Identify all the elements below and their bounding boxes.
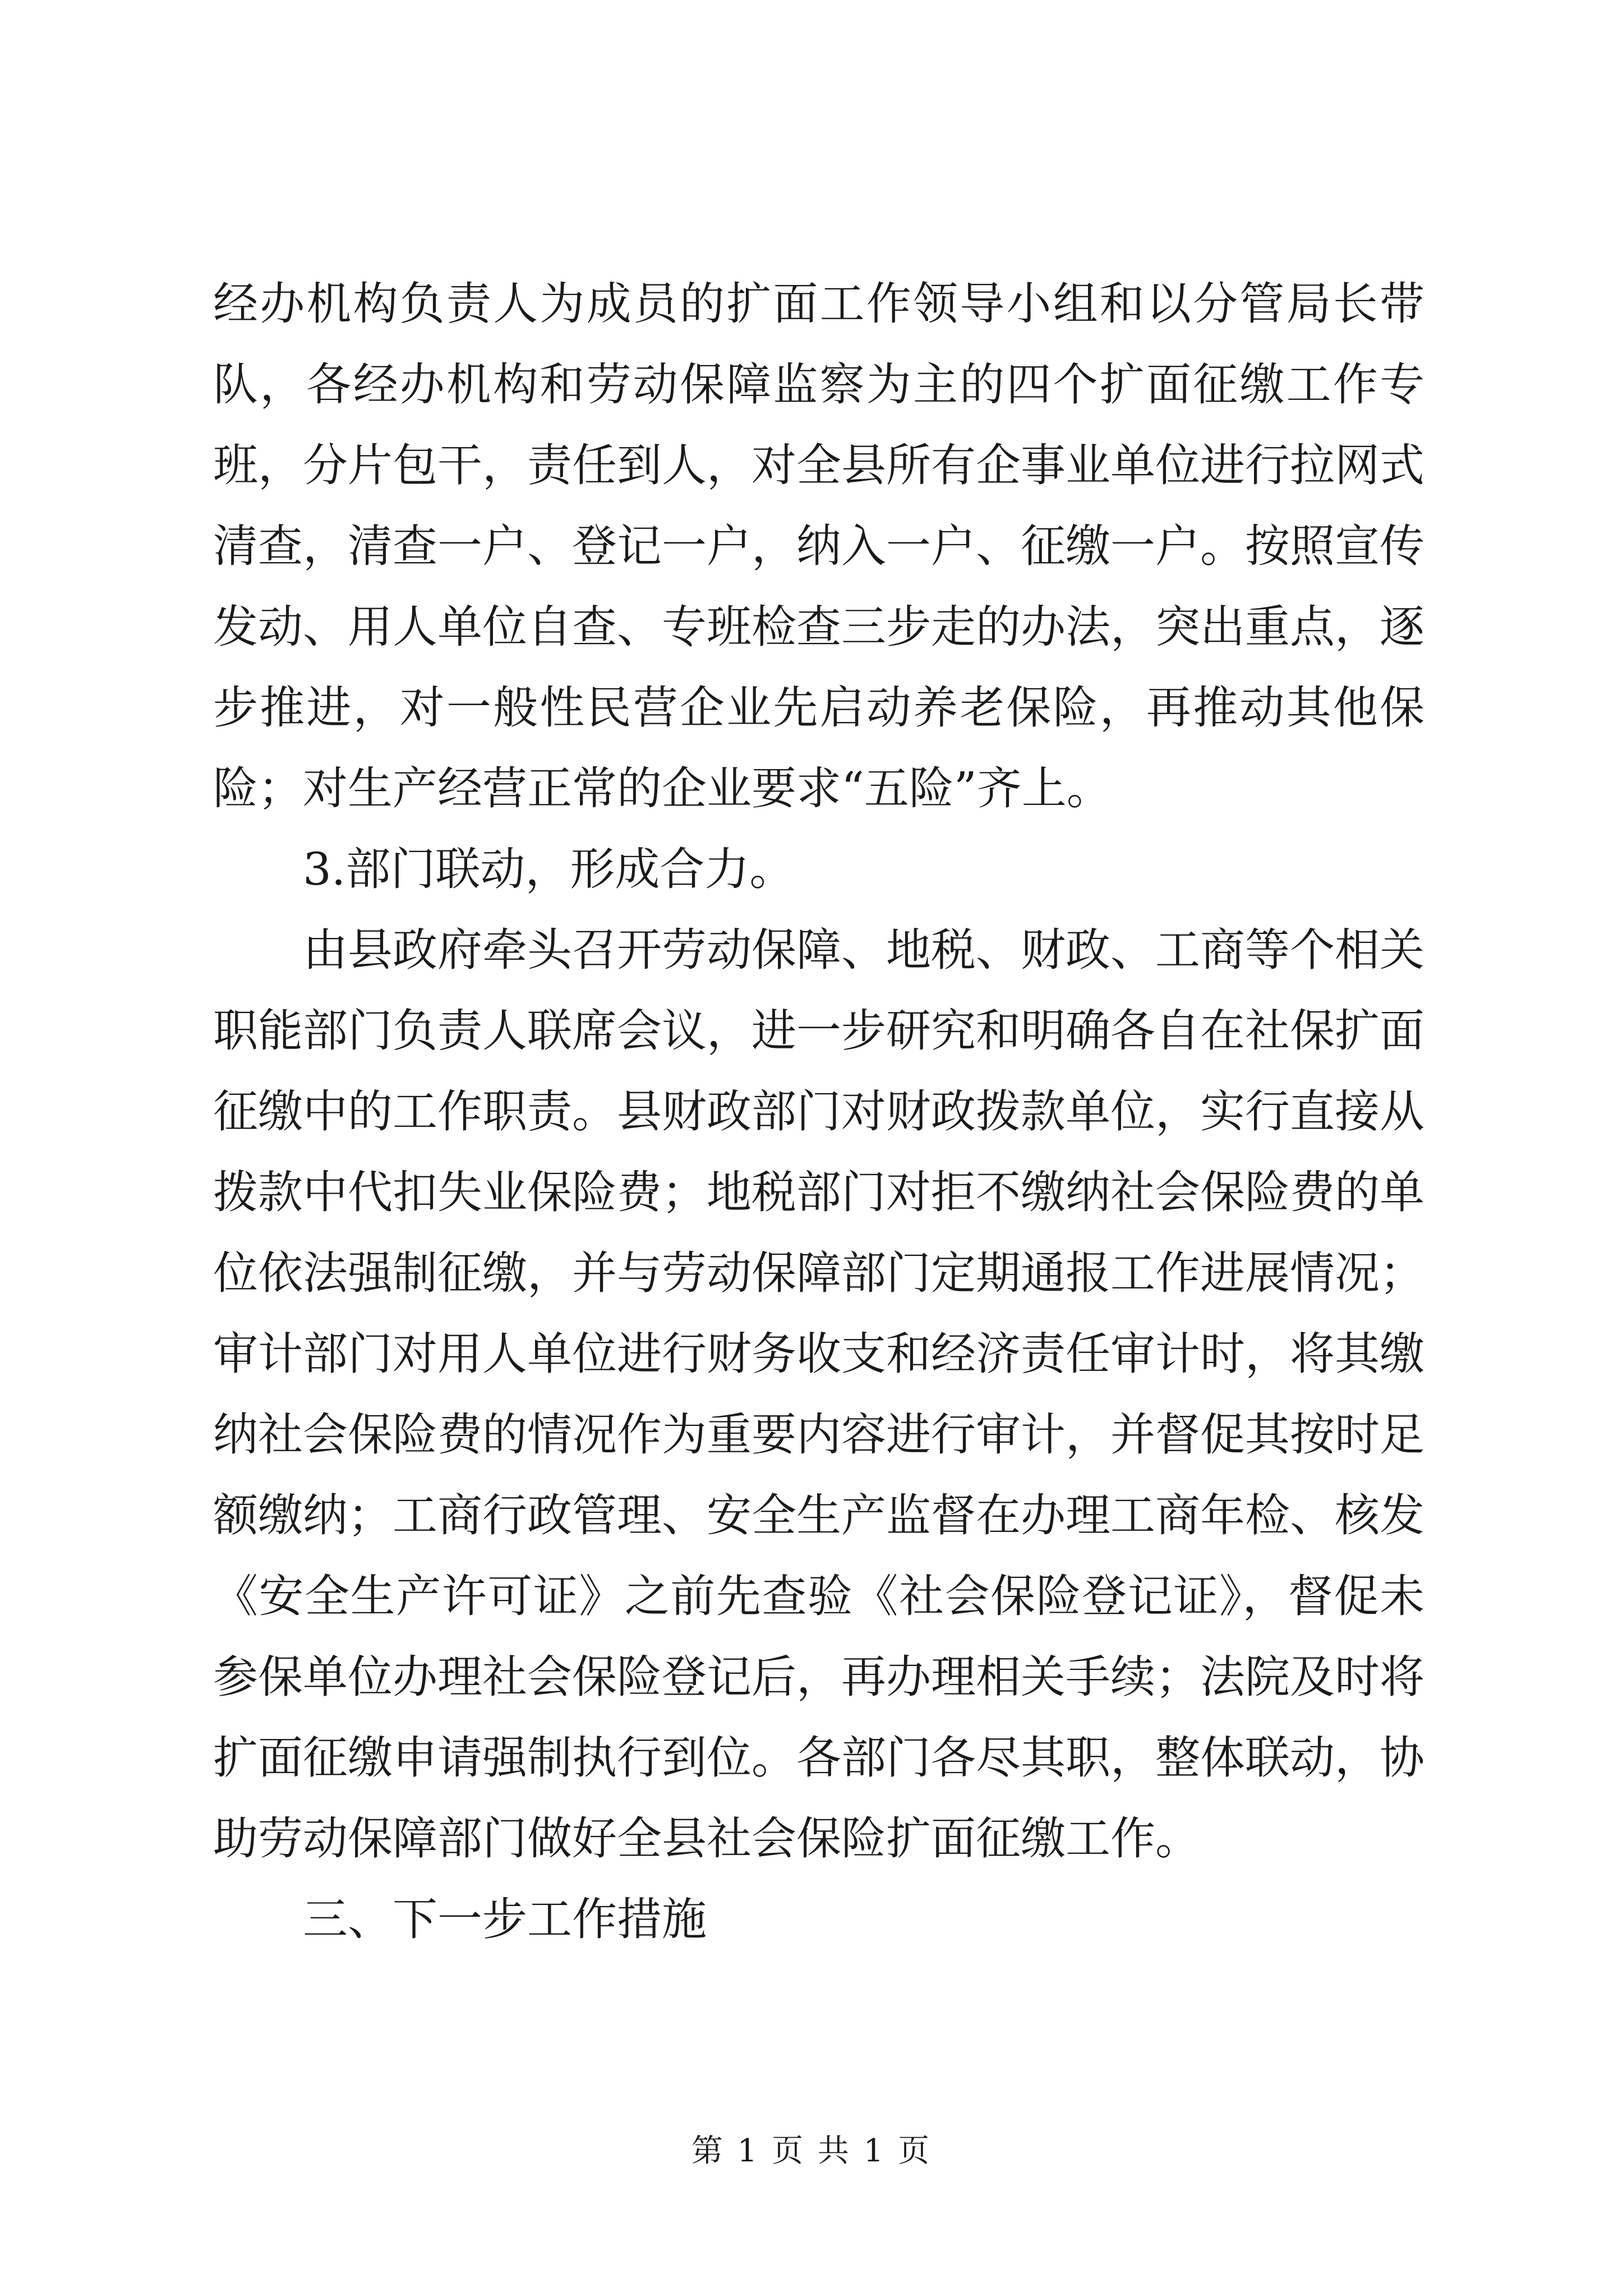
paragraph-continued: 经办机构负责人为成员的扩面工作领导小组和以分管局长带队，各经办机构和劳动保障监察为主的四个扩面征缴工作专班，分片包干，责任到人，对全县所有企事业单位进行拉网式清查，清查一户、登记一户，纳入一户、征缴一户。按照宣传发动、用人单位自查、专班检查三步走的办法，突出重点，逐步推进，对一般性民营企业先启动养老保险，再推动其他保险；对生产经营正常的企业要求“五险”齐上。 [213, 278, 1424, 815]
heading-next-steps: 三、下一步工作措施 [303, 1893, 707, 1945]
document-body [213, 264, 1424, 1960]
paragraph-joint-meeting: 由县政府牵头召开劳动保障、地税、财政、工商等个相关职能部门负责人联席会议，进一步研究和明确各自在社保扩面征缴中的工作职责。县财政部门对财政拨款单位，实行直接从拨款中代扣失业保险费；地税部门对拒不缴纳社会保险费的单位依法强制征缴，并与劳动保障部门定期通报工作进展情况；审计部门对用人单位进行财务收支和经济责任审计时，将其缴纳社会保险费的情况作为重要内容进行审计，并督促其按时足额缴纳；工商行政管理、安全生产监督在办理工商年检、核发《安全生产许可证》之前先查验《社会保险登记证》，督促未参保单位办理社会保险登记后，再办理相关手续；法院及时将扩面征缴申请强制执行到位。各部门各尽其职，整体联动，协助劳动保障部门做好全县社会保险扩面征缴工作。 [213, 924, 1424, 1865]
page-footer: 第 1 页 共 1 页 [691, 2133, 932, 2169]
subheading-department-linkage: 3.部门联动，形成合力。 [303, 843, 795, 895]
